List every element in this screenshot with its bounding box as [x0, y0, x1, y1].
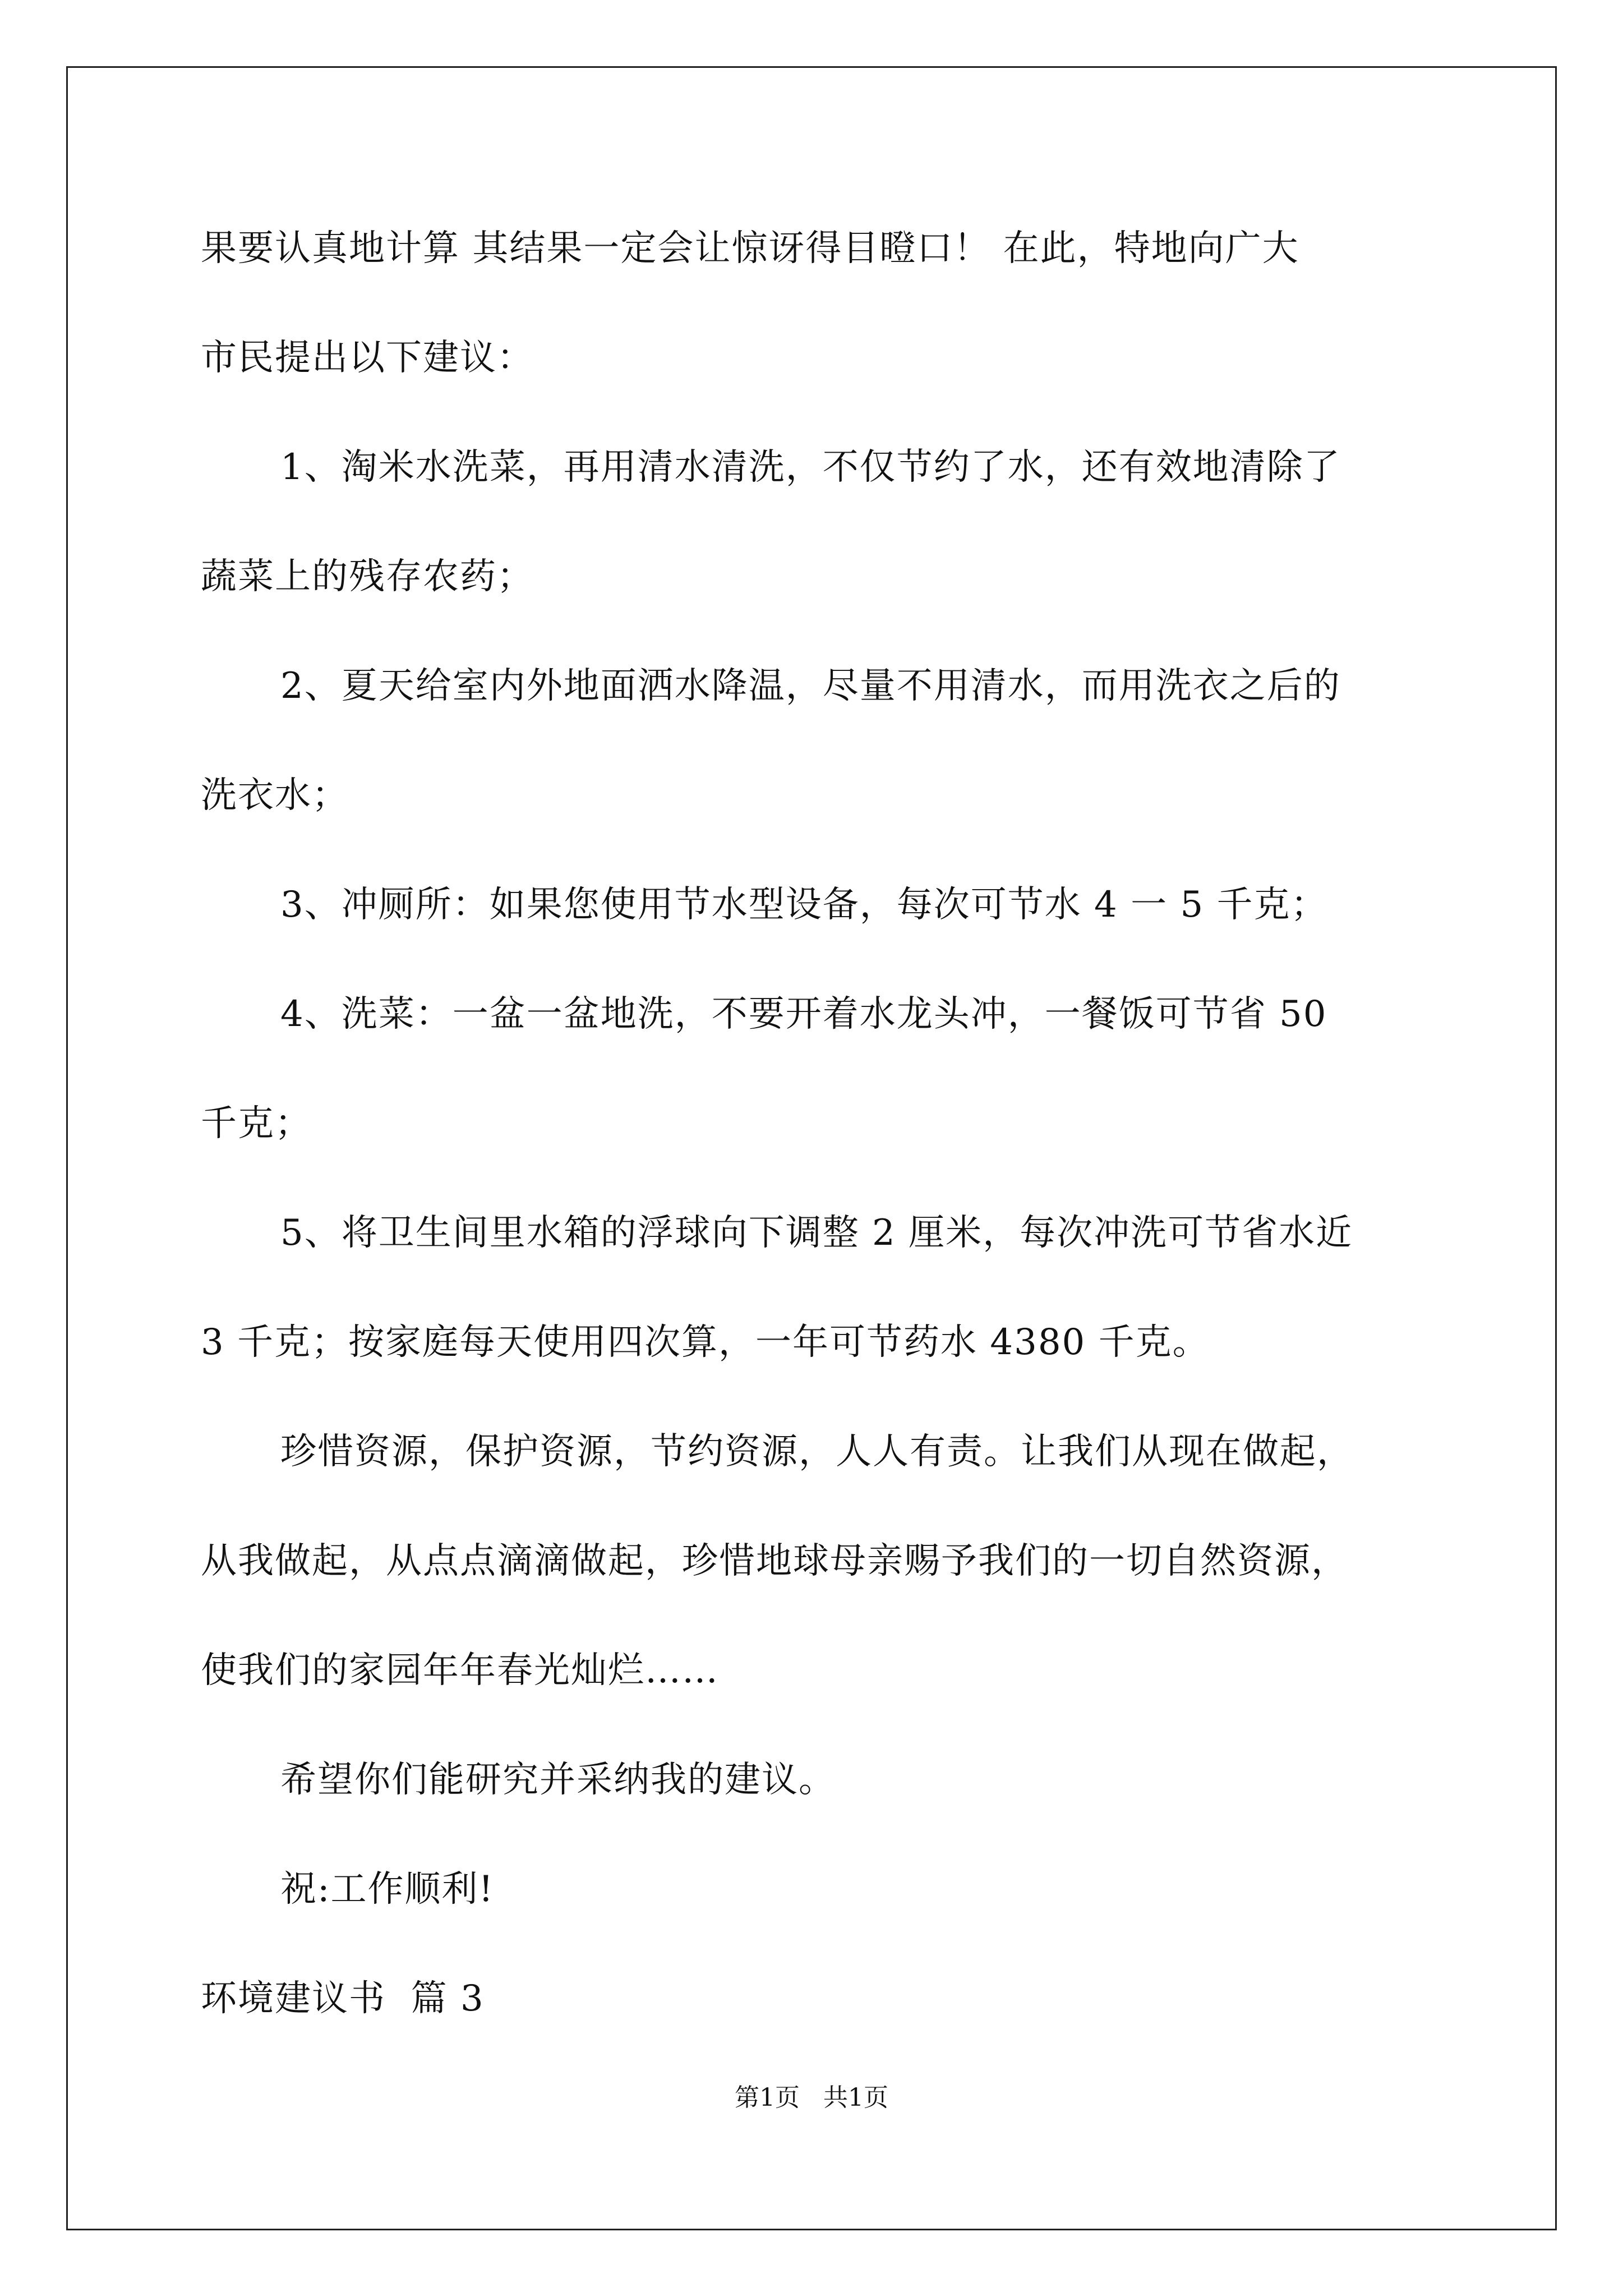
- text-line: 蔬菜上的残存农药；: [201, 556, 534, 597]
- text-line: 市民提出以下建议：: [201, 337, 534, 379]
- text-line: 从我做起，从点点滴滴做起，珍惜地球母亲赐予我们的一切自然资源，: [201, 1540, 1348, 1582]
- text-line: 3 千克；按家庭每天使用四次算，一年可节药水 4380 千克。: [201, 1322, 1210, 1363]
- text-line: 4、洗菜：一盆一盆地洗，不要开着水龙头冲，一餐饭可节省 50: [280, 993, 1327, 1035]
- page-number-footer: 第1页 共1页: [735, 2083, 888, 2112]
- text-line: 1、淘米水洗菜，再用清水清洗，不仅节约了水，还有效地清除了: [280, 447, 1341, 488]
- text-line: 祝:工作顺利!: [280, 1869, 495, 1910]
- text-line: 珍惜资源，保护资源，节约资源，人人有责。让我们从现在做起，: [280, 1431, 1354, 1473]
- text-line: 希望你们能研究并采纳我的建议。: [280, 1759, 836, 1801]
- text-line: 千克；: [201, 1103, 312, 1144]
- document-body: [201, 222, 1457, 2026]
- text-line: 3、冲厕所：如果您使用节水型设备，每次可节水 4 一 5 千克；: [280, 884, 1328, 926]
- text-line: 5、将卫生间里水箱的浮球向下调整 2 厘米，每次冲洗可节省水近: [280, 1212, 1353, 1254]
- section-heading: 环境建议书 篇 3: [201, 1978, 485, 2019]
- text-line: 使我们的家园年年春光灿烂……: [201, 1650, 719, 1691]
- text-line: 果要认真地计算 其结果一定会让惊讶得目瞪口！ 在此，特地向广大: [201, 228, 1299, 269]
- text-line: 洗衣水；: [201, 775, 349, 816]
- text-line: 2、夏天给室内外地面洒水降温，尽量不用清水，而用洗衣之后的: [280, 665, 1341, 707]
